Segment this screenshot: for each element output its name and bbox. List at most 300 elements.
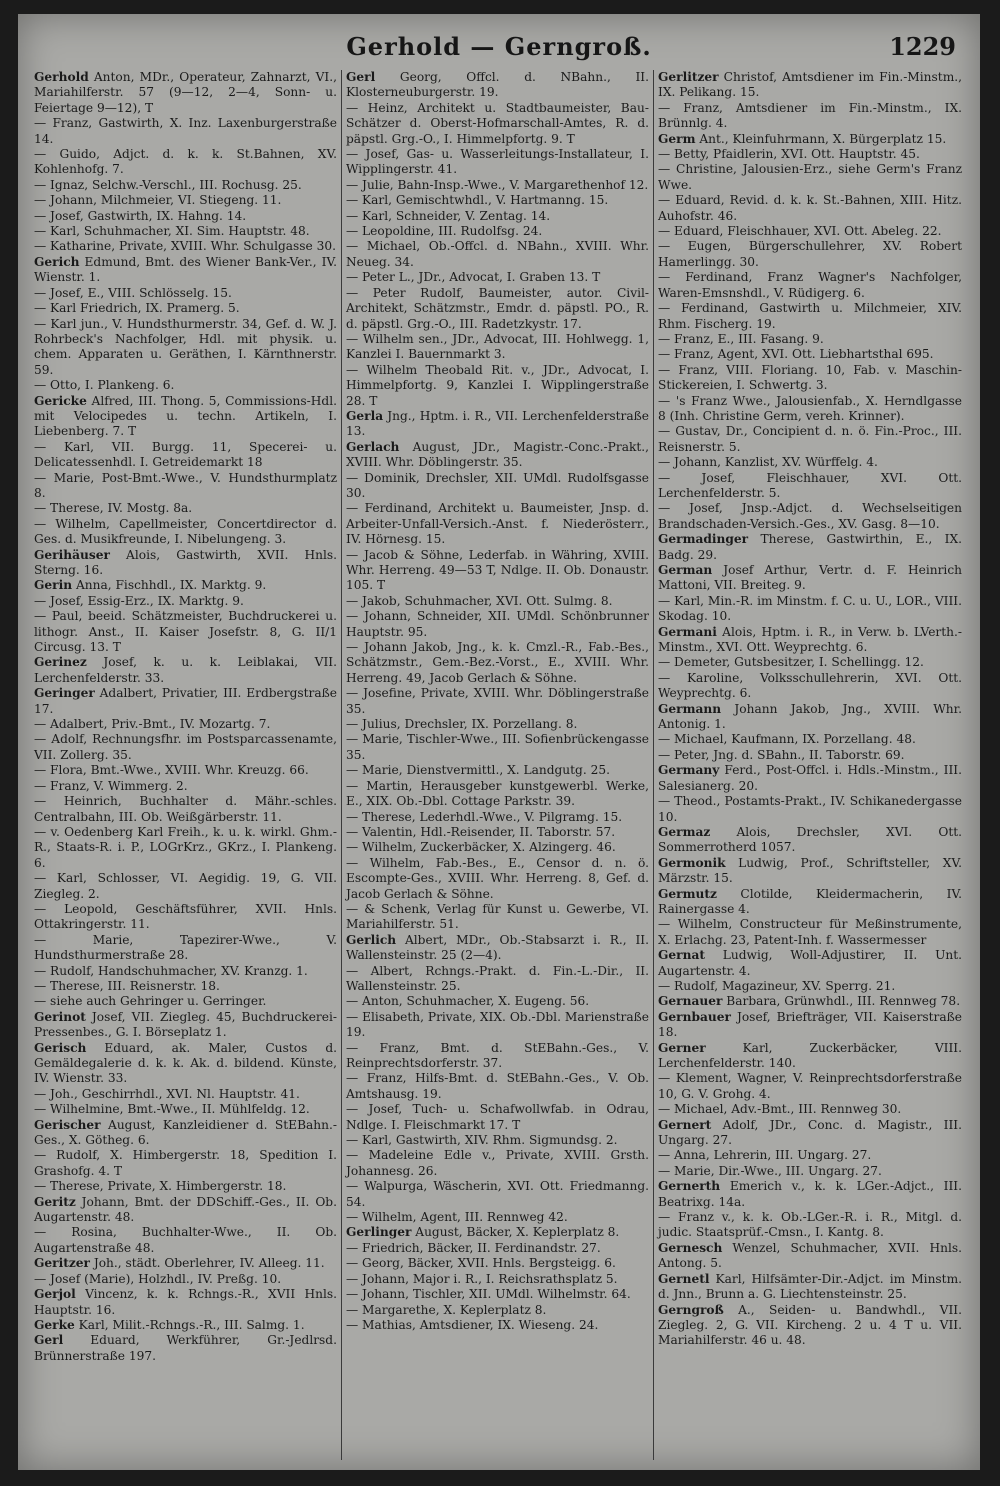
directory-entry xyxy=(34,193,337,208)
entry-surname: Gernerth xyxy=(658,1179,721,1194)
directory-entry xyxy=(346,1133,649,1148)
entry-details: — Rudolf, X. Himbergerstr. 18, Spedition I. Grashofg. 4. T xyxy=(34,1148,337,1178)
entry-details: Josef, k. u. k. Leiblakai, VII. Lerchenfelderstr. 33. xyxy=(34,655,337,685)
directory-entry xyxy=(34,317,337,379)
directory-entry xyxy=(34,501,337,516)
directory-entry xyxy=(34,779,337,794)
entry-details: — Martin, Herausgeber kunstgewerbl. Werke, E., XIX. Ob.-Dbl. Cottage Parkstr. 39. xyxy=(346,778,649,809)
entry-surname: Gerlich xyxy=(346,932,397,947)
directory-entry xyxy=(346,763,649,778)
entry-details: — Klement, Wagner, V. Reinprechtsdorferstraße 10, G. V. Grohg. 4. xyxy=(658,1071,962,1101)
entry-details: — Marie, Post-Bmt.-Wwe., V. Hundsthurmplatz 8. xyxy=(34,470,337,500)
directory-entry xyxy=(34,686,337,717)
entry-details: — Rosina, Buchhalter-Wwe., II. Ob. Augartenstraße 48. xyxy=(34,1225,337,1255)
directory-entry xyxy=(658,825,962,856)
entry-details: — Franz, Bmt. d. StEBahn.-Ges., V. Reinprechtsdorferstr. 37. xyxy=(346,1040,649,1070)
entry-details: Alois, Drechsler, XVI. Ott. Sommerrotherd 1057. xyxy=(658,824,962,855)
directory-entry xyxy=(346,856,649,902)
directory-entry xyxy=(658,979,962,994)
directory-entry xyxy=(658,563,962,594)
directory-entry xyxy=(346,1241,649,1256)
running-head: Gerhold — Gerngroß. xyxy=(346,32,652,61)
directory-entry xyxy=(34,1179,337,1194)
entry-details: — Franz v., k. k. Ob.-LGer.-R. i. R., Mitgl. d. judic. Staatsprüf.-Cmsn., I. Kantg. 8. xyxy=(658,1210,962,1240)
entry-details: August, JDr., Magistr.-Conc.-Prakt., XVIII. Whr. Döblingerstr. 35. xyxy=(346,439,649,470)
entry-details: Anna, Fischhdl., IX. Marktg. 9. xyxy=(72,578,267,593)
entry-details: — Wilhelm, Agent, III. Rennweg 42. xyxy=(346,1210,568,1225)
directory-entry xyxy=(658,887,962,918)
entry-details: — Eduard, Revid. d. k. k. St.-Bahnen, XIII. Hitz. Auhofstr. 46. xyxy=(658,193,962,223)
directory-entry xyxy=(658,671,962,702)
entry-details: Josef, Briefträger, VII. Kaiserstraße 18. xyxy=(658,1009,962,1040)
directory-entry xyxy=(658,763,962,794)
entry-surname: Germadinger xyxy=(658,532,749,547)
entry-details: — Franz, Amtsdiener im Fin.-Minstm., IX. Brünnlg. 4. xyxy=(658,100,962,131)
entry-surname: Germonik xyxy=(658,855,726,870)
entry-surname: Germani xyxy=(658,624,717,639)
directory-entry xyxy=(658,1303,962,1349)
entry-details: Ant., Kleinfuhrmann, X. Bürgerplatz 15. xyxy=(695,131,947,146)
page-number: 1229 xyxy=(889,32,956,61)
entry-details: Karl, Zuckerbäcker, VIII. Lerchenfelderstr. 140. xyxy=(658,1040,962,1070)
directory-entry xyxy=(346,994,649,1009)
directory-entry xyxy=(346,1272,649,1287)
entry-details: — Therese, Private, X. Himbergerstr. 18. xyxy=(34,1179,287,1194)
entry-details: — Jakob, Schuhmacher, XVI. Ott. Sulmg. 8. xyxy=(346,593,613,608)
directory-entry xyxy=(658,794,962,825)
directory-entry xyxy=(658,1102,962,1117)
page-header xyxy=(18,32,980,68)
entry-details: — Demeter, Gutsbesitzer, I. Schellingg. 12. xyxy=(658,655,924,670)
directory-entry xyxy=(34,655,337,686)
column-1 xyxy=(30,70,342,1460)
directory-entry xyxy=(658,162,962,193)
directory-entry xyxy=(658,501,962,532)
directory-entry xyxy=(346,193,649,208)
entry-details: — Peter Rudolf, Baumeister, autor. Civil-Architekt, Schätzmstr., Emdr. d. päpstl. PO., R. d. päpstl. Grg.-O., III. Radetzkystr. 17. xyxy=(346,285,649,331)
directory-entry xyxy=(34,763,337,778)
entry-details: — Karl Friedrich, IX. Pramerg. 5. xyxy=(34,301,240,316)
entry-details: — Johann, Major i. R., I. Reichsrathsplatz 5. xyxy=(346,1271,618,1286)
directory-entry xyxy=(34,255,337,286)
entry-surname: Germaz xyxy=(658,824,711,839)
entry-surname: Gerihäuser xyxy=(34,547,110,562)
entry-surname: Gerl xyxy=(34,1333,64,1348)
entry-details: — Johann, Tischler, XII. UMdl. Wilhelmstr. 64. xyxy=(346,1287,631,1302)
directory-entry xyxy=(658,193,962,224)
entry-details: Anton, MDr., Operateur, Zahnarzt, VI., Mariahilferstr. 57 (9—12, 2—4, Sonn- u. Feiertage 9—12), T xyxy=(34,70,337,115)
entry-details: Albert, MDr., Ob.-Stabsarzt i. R., II. Wallensteinstr. 25 (2—4). xyxy=(346,932,649,963)
directory-entry xyxy=(658,1210,962,1241)
directory-entry xyxy=(34,825,337,871)
entry-details: — Karl, Schlosser, VI. Aegidig. 19, G. VII. Ziegleg. 2. xyxy=(34,871,337,901)
entry-details: — Ferdinand, Franz Wagner's Nachfolger, Waren-Emsnshdl., V. Rüdigerg. 6. xyxy=(658,270,962,300)
directory-entry xyxy=(34,301,337,316)
directory-columns xyxy=(30,70,968,1460)
entry-surname: Gerlach xyxy=(346,439,400,454)
directory-entry xyxy=(34,594,337,609)
directory-entry xyxy=(34,933,337,964)
entry-details: — Josef, Fleischhauer, XVI. Ott. Lerchenfelderstr. 5. xyxy=(658,470,962,500)
directory-page xyxy=(18,14,980,1470)
directory-entry xyxy=(34,178,337,193)
entry-details: — Franz, V. Wimmerg. 2. xyxy=(34,778,188,793)
directory-entry xyxy=(658,655,962,670)
entry-details: Adolf, JDr., Conc. d. Magistr., III. Ungarg. 27. xyxy=(658,1117,962,1148)
directory-entry xyxy=(34,286,337,301)
directory-entry xyxy=(346,1318,649,1333)
directory-entry xyxy=(34,116,337,147)
directory-entry xyxy=(34,517,337,548)
directory-entry xyxy=(34,794,337,825)
entry-surname: German xyxy=(658,563,713,577)
directory-entry xyxy=(658,532,962,563)
directory-entry xyxy=(346,363,649,409)
entry-details: Vincenz, k. k. Rchngs.-R., XVII Hnls. Hauptstr. 16. xyxy=(34,1287,337,1317)
entry-surname: Gerngroß xyxy=(658,1302,724,1317)
entry-details: Alois, Gastwirth, XVII. Hnls. Sterng. 16. xyxy=(34,547,337,577)
entry-details: — Ignaz, Selchw.-Verschl., III. Rochusg. 25. xyxy=(34,177,302,192)
entry-details: Edmund, Bmt. des Wiener Bank-Ver., IV. Wienstr. 1. xyxy=(34,254,337,285)
entry-details: — Otto, I. Plankeng. 6. xyxy=(34,378,175,393)
entry-details: — Therese, III. Reisnerstr. 18. xyxy=(34,978,220,993)
directory-entry xyxy=(658,239,962,270)
directory-entry xyxy=(658,224,962,239)
entry-details: — Flora, Bmt.-Wwe., XVIII. Whr. Kreuzg. 66. xyxy=(34,763,309,778)
directory-entry xyxy=(34,239,337,254)
directory-entry xyxy=(658,394,962,425)
entry-details: — Madeleine Edle v., Private, XVIII. Grsth. Johannesg. 26. xyxy=(346,1148,649,1178)
entry-details: — Josef (Marie), Holzhdl., IV. Preßg. 10. xyxy=(34,1271,282,1286)
entry-details: — Karl, Gastwirth, XIV. Rhm. Sigmundsg. 2. xyxy=(346,1133,618,1148)
entry-surname: Germutz xyxy=(658,886,717,901)
directory-entry xyxy=(346,270,649,285)
directory-entry xyxy=(34,378,337,393)
entry-details: — Johann, Kanzlist, XV. Würffelg. 4. xyxy=(658,455,878,470)
directory-entry xyxy=(346,779,649,810)
entry-details: — Wilhelmine, Bmt.-Wwe., II. Mühlfeldg. 12. xyxy=(34,1102,310,1117)
directory-entry xyxy=(658,1272,962,1303)
entry-details: Alfred, III. Thong. 5, Commissions-Hdl. mit Velocipedes u. techn. Artikeln, I. Liebenberg. 7. T xyxy=(34,393,337,439)
entry-details: Karl, Milit.-Rchngs.-R., III. Salmg. 1. xyxy=(74,1317,305,1332)
entry-surname: Gerhold xyxy=(34,70,89,84)
entry-details: Jng., Hptm. i. R., VII. Lerchenfelderstraße 13. xyxy=(346,408,649,439)
entry-details: — Eduard, Fleischhauer, XVI. Ott. Abeleg. 22. xyxy=(658,224,942,239)
entry-details: — Wilhelm, Fab.-Bes., E., Censor d. n. ö. Escompte-Ges., XVIII. Whr. Herreng. 8, Gef. d. Jacob Gerlach & Söhne. xyxy=(346,855,649,901)
directory-entry xyxy=(34,1118,337,1149)
entry-details: — Josef, Jnsp.-Adjct. d. Wechselseitigen Brandschaden-Versich.-Ges., XV. Gasg. 8—10. xyxy=(658,501,962,531)
directory-entry xyxy=(34,209,337,224)
entry-details: — Johann, Milchmeier, VI. Stiegeng. 11. xyxy=(34,193,282,208)
entry-details: August, Kanzleidiener d. StEBahn.-Ges., X. Götheg. 6. xyxy=(34,1117,337,1148)
directory-entry xyxy=(346,1287,649,1302)
directory-entry xyxy=(658,363,962,394)
directory-entry xyxy=(346,471,649,502)
directory-entry xyxy=(658,1148,962,1163)
directory-entry xyxy=(346,594,649,609)
directory-entry xyxy=(658,625,962,656)
entry-details: — Karl, Schuhmacher, XI. Sim. Hauptstr. 48. xyxy=(34,224,310,239)
directory-entry xyxy=(658,702,962,733)
entry-details: Eduard, ak. Maler, Custos d. Gemäldegalerie d. k. k. Ak. d. bildend. Künste, IV. Wienstr. 33. xyxy=(34,1040,337,1086)
entry-details: — Josef, Essig-Erz., IX. Marktg. 9. xyxy=(34,593,244,608)
directory-entry xyxy=(346,440,649,471)
entry-details: Therese, Gastwirthin, E., IX. Badg. 29. xyxy=(658,532,962,562)
directory-entry xyxy=(346,178,649,193)
entry-details: — Jacob & Söhne, Lederfab. in Währing, XVIII. Whr. Herreng. 49—53 T, Ndlge. II. Ob. Donaustr. 105. T xyxy=(346,547,649,593)
entry-details: Josef Arthur, Vertr. d. F. Heinrich Mattoni, VII. Breiteg. 9. xyxy=(658,563,962,593)
entry-details: — Franz, E., III. Fasang. 9. xyxy=(658,331,824,346)
directory-entry xyxy=(34,440,337,471)
entry-details: — Julius, Drechsler, IX. Porzellang. 8. xyxy=(346,717,578,732)
directory-entry xyxy=(658,101,962,132)
entry-details: — Christine, Jalousien-Erz., siehe Germ's Franz Wwe. xyxy=(658,162,962,192)
entry-details: — siehe auch Gehringer u. Gerringer. xyxy=(34,994,267,1009)
entry-details: — Therese, IV. Mostg. 8a. xyxy=(34,501,193,516)
directory-entry xyxy=(658,917,962,948)
directory-entry xyxy=(34,70,337,116)
entry-surname: Gericke xyxy=(34,393,87,408)
directory-entry xyxy=(346,101,649,147)
directory-entry xyxy=(346,686,649,717)
entry-surname: Gerisch xyxy=(34,1040,87,1055)
entry-surname: Gernauer xyxy=(658,994,723,1009)
entry-surname: Gerl xyxy=(346,70,376,84)
entry-details: — Josef, E., VIII. Schlösselg. 15. xyxy=(34,285,232,300)
entry-details: — Josef, Gastwirth, IX. Hahng. 14. xyxy=(34,208,247,223)
entry-surname: Gerin xyxy=(34,578,73,593)
entry-details: — Georg, Bäcker, XVII. Hnls. Bergsteigg. 6. xyxy=(346,1256,616,1271)
directory-entry xyxy=(658,132,962,147)
column-3 xyxy=(654,70,966,1460)
directory-entry xyxy=(34,548,337,579)
directory-entry xyxy=(34,979,337,994)
entry-surname: Gerinez xyxy=(34,655,87,670)
entry-surname: Germann xyxy=(658,701,722,716)
entry-details: — Karl jun., V. Hundsthurmerstr. 34, Gef. d. W. J. Rohrbeck's Nachfolger, Hdl. mit physik. u. chem. Apparaten u. Geräthen, I. Kärnthnerstr. 59. xyxy=(34,316,337,377)
entry-details: — Karoline, Volksschullehrerin, XVI. Ott. Weyprechtg. 6. xyxy=(658,670,962,701)
entry-surname: Gernetl xyxy=(658,1271,710,1286)
entry-details: — Albert, Rchngs.-Prakt. d. Fin.-L.-Dir., II. Wallensteinstr. 25. xyxy=(346,963,649,993)
entry-surname: Gerke xyxy=(34,1317,75,1332)
entry-details: Georg, Offcl. d. NBahn., II. Klosterneuburgerstr. 19. xyxy=(346,70,649,100)
directory-entry xyxy=(346,1256,649,1271)
directory-entry xyxy=(346,964,649,995)
entry-surname: Germ xyxy=(658,131,696,146)
entry-surname: Gerlitzer xyxy=(658,70,719,84)
entry-details: — Guido, Adjct. d. k. k. St.Bahnen, XV. Kohlenhofg. 7. xyxy=(34,147,337,177)
directory-entry xyxy=(658,856,962,887)
directory-entry xyxy=(346,933,649,964)
directory-entry xyxy=(34,1287,337,1318)
entry-details: — Marie, Dienstvermittl., X. Landgutg. 25. xyxy=(346,763,610,778)
entry-details: Johann Jakob, Jng., XVIII. Whr. Antonig. 1. xyxy=(658,701,962,732)
entry-details: — Karl, Gemischtwhdl., V. Hartmanng. 15. xyxy=(346,193,609,208)
directory-entry xyxy=(34,471,337,502)
directory-entry xyxy=(658,301,962,332)
entry-details: — Marie, Tapezirer-Wwe., V. Hundsthurmerstraße 28. xyxy=(34,932,337,963)
entry-details: — Walpurga, Wäscherin, XVI. Ott. Friedmanng. 54. xyxy=(346,1179,649,1209)
entry-details: — Franz, Gastwirth, X. Inz. Laxenburgerstraße 14. xyxy=(34,116,337,146)
directory-entry xyxy=(346,332,649,363)
directory-entry xyxy=(658,994,962,1009)
entry-details: Clotilde, Kleidermacherin, IV. Rainergasse 4. xyxy=(658,886,962,916)
directory-entry xyxy=(346,810,649,825)
entry-details: — Paul, beeid. Schätzmeister, Buchdruckerei u. lithogr. Anst., II. Kaiser Josefstr. 8, G. II/1 Circusg. 13. T xyxy=(34,609,337,655)
directory-entry xyxy=(346,717,649,732)
directory-entry xyxy=(346,640,649,686)
entry-details: — 's Franz Wwe., Jalousienfab., X. Herndlgasse 8 (Inh. Christine Germ, vereh. Krinner). xyxy=(658,393,962,423)
entry-details: — Valentin, Hdl.-Reisender, II. Taborstr. 57. xyxy=(346,824,616,839)
entry-details: — & Schenk, Verlag für Kunst u. Gewerbe, VI. Mariahilferstr. 51. xyxy=(346,901,649,932)
directory-entry xyxy=(346,147,649,178)
directory-entry xyxy=(658,270,962,301)
directory-entry xyxy=(34,609,337,655)
directory-entry xyxy=(346,840,649,855)
entry-details: Ludwig, Woll-Adjustirer, II. Unt. Augartenstr. 4. xyxy=(658,948,962,978)
directory-entry xyxy=(658,732,962,747)
directory-entry xyxy=(346,1071,649,1102)
entry-details: — Peter L., JDr., Advocat, I. Graben 13. T xyxy=(346,270,601,285)
entry-details: Adalbert, Privatier, III. Erdbergstraße 17. xyxy=(34,686,337,716)
directory-entry xyxy=(34,1087,337,1102)
directory-entry xyxy=(658,748,962,763)
directory-entry xyxy=(346,239,649,270)
directory-entry xyxy=(658,1041,962,1072)
entry-details: — Dominik, Drechsler, XII. UMdl. Rudolfsgasse 30. xyxy=(346,470,649,500)
entry-details: — Marie, Dir.-Wwe., III. Ungarg. 27. xyxy=(658,1163,882,1178)
entry-surname: Gerischer xyxy=(34,1117,101,1132)
entry-details: — Heinrich, Buchhalter d. Mähr.-schles. Centralbahn, III. Ob. Weißgärberstr. 11. xyxy=(34,794,337,824)
directory-entry xyxy=(34,871,337,902)
entry-details: — Theod., Postamts-Prakt., IV. Schikanedergasse 10. xyxy=(658,794,962,824)
entry-details: — Adalbert, Priv.-Bmt., IV. Mozartg. 7. xyxy=(34,717,271,732)
entry-details: — Michael, Ob.-Offcl. d. NBahn., XVIII. Whr. Neueg. 34. xyxy=(346,239,649,269)
directory-entry xyxy=(346,70,649,101)
directory-entry xyxy=(34,224,337,239)
entry-details: — Katharine, Private, XVIII. Whr. Schulgasse 30. xyxy=(34,239,337,254)
entry-surname: Gernat xyxy=(658,948,705,963)
entry-details: — Therese, Lederhdl.-Wwe., V. Pilgramg. 15. xyxy=(346,809,623,824)
entry-surname: Gerla xyxy=(346,408,384,423)
directory-entry xyxy=(346,501,649,547)
entry-details: A., Seiden- u. Bandwhdl., VII. Ziegleg. 2, G. VII. Kircheng. 2 u. 4 T u. VII. Mariahilferstr. 46 u. 48. xyxy=(658,1302,962,1348)
directory-entry xyxy=(346,209,649,224)
entry-details: — Ferdinand, Gastwirth u. Milchmeier, XIV. Rhm. Fischerg. 19. xyxy=(658,301,962,331)
directory-entry xyxy=(34,394,337,440)
entry-surname: Gerner xyxy=(658,1040,706,1055)
directory-entry xyxy=(658,347,962,362)
directory-entry xyxy=(658,1179,962,1210)
entry-details: Emerich v., k. k. LGer.-Adjct., III. Beatrixg. 14a. xyxy=(658,1179,962,1209)
entry-details: Alois, Hptm. i. R., in Verw. b. LVerth.-Minstm., XVI. Ott. Weyprechtg. 6. xyxy=(658,624,962,655)
entry-details: — v. Oedenberg Karl Freih., k. u. k. wirkl. Ghm.-R., Staats-R. i. P., LOGrKrz., GKrz., I. Plankeng. 6. xyxy=(34,824,337,870)
entry-details: — Ferdinand, Architekt u. Baumeister, Jnsp. d. Arbeiter-Unfall-Versich.-Anst. f. Niederösterr., IV. Hörnesg. 15. xyxy=(346,501,649,547)
entry-surname: Gerich xyxy=(34,254,80,269)
entry-details: — Leopold, Geschäftsführer, XVII. Hnls. Ottakringerstr. 11. xyxy=(34,901,337,932)
directory-entry xyxy=(34,717,337,732)
directory-entry xyxy=(658,332,962,347)
entry-details: — Karl, Schneider, V. Zentag. 14. xyxy=(346,208,551,223)
entry-details: — Betty, Pfaidlerin, XVI. Ott. Hauptstr. 45. xyxy=(658,147,920,162)
entry-details: — Karl, Min.-R. im Minstm. f. C. u. U., LOR., VIII. Skodag. 10. xyxy=(658,593,962,624)
directory-entry xyxy=(34,732,337,763)
directory-entry xyxy=(346,1179,649,1210)
directory-entry xyxy=(658,948,962,979)
entry-details: — Peter, Jng. d. SBahn., II. Taborstr. 69. xyxy=(658,747,905,762)
entry-surname: Geritz xyxy=(34,1194,76,1209)
directory-entry xyxy=(658,1010,962,1041)
entry-details: — Eugen, Bürgerschullehrer, XV. Robert Hamerlingg. 30. xyxy=(658,239,962,269)
entry-details: — Franz, Agent, XVI. Ott. Liebhartsthal 695. xyxy=(658,347,934,362)
directory-entry xyxy=(34,994,337,1009)
entry-details: — Adolf, Rechnungsfhr. im Postsparcassenamte, VII. Zollerg. 35. xyxy=(34,732,337,762)
entry-details: Josef, VII. Ziegleg. 45, Buchdruckerei-Pressenbes., G. I. Börseplatz 1. xyxy=(34,1009,337,1040)
directory-entry xyxy=(658,1241,962,1272)
directory-entry xyxy=(658,70,962,101)
directory-entry xyxy=(34,1102,337,1117)
entry-details: — Julie, Bahn-Insp.-Wwe., V. Margarethenhof 12. xyxy=(346,177,649,192)
directory-entry xyxy=(346,548,649,594)
directory-entry xyxy=(346,286,649,332)
entry-surname: Gernesch xyxy=(658,1240,723,1255)
directory-entry xyxy=(346,1148,649,1179)
directory-entry xyxy=(34,1272,337,1287)
entry-details: — Wilhelm Theobald Rit. v., JDr., Advocat, I. Himmelpfortg. 9, Kanzlei I. Wipplingerstraße 28. T xyxy=(346,362,649,408)
directory-entry xyxy=(34,578,337,593)
entry-details: — Gustav, Dr., Concipient d. n. ö. Fin.-Proc., III. Reisnerstr. 5. xyxy=(658,424,962,454)
directory-entry xyxy=(34,1041,337,1087)
directory-entry xyxy=(346,902,649,933)
entry-details: — Marie, Tischler-Wwe., III. Sofienbrückengasse 35. xyxy=(346,732,649,762)
directory-entry xyxy=(658,424,962,455)
entry-details: — Margarethe, X. Keplerplatz 8. xyxy=(346,1302,547,1317)
directory-entry xyxy=(346,732,649,763)
directory-entry xyxy=(346,825,649,840)
entry-details: — Wilhelm, Zuckerbäcker, X. Alzingerg. 46. xyxy=(346,840,616,855)
directory-entry xyxy=(346,224,649,239)
entry-details: — Michael, Kaufmann, IX. Porzellang. 48. xyxy=(658,732,916,747)
entry-details: — Anna, Lehrerin, III. Ungarg. 27. xyxy=(658,1148,872,1163)
entry-details: Joh., städt. Oberlehrer, IV. Alleeg. 11. xyxy=(89,1256,325,1271)
entry-details: Barbara, Grünwhdl., III. Rennweg 78. xyxy=(722,994,961,1009)
directory-entry xyxy=(658,1118,962,1149)
entry-details: — Mathias, Amtsdiener, IX. Wieseng. 24. xyxy=(346,1317,599,1332)
entry-details: August, Bäcker, X. Keplerplatz 8. xyxy=(411,1225,620,1240)
entry-details: — Wilhelm, Constructeur für Meßinstrumente, X. Erlachg. 23, Patent-Inh. f. Wassermesser xyxy=(658,917,962,947)
entry-details: — Michael, Adv.-Bmt., III. Rennweg 30. xyxy=(658,1102,902,1117)
entry-surname: Germany xyxy=(658,763,720,778)
directory-entry xyxy=(34,1010,337,1041)
directory-entry xyxy=(346,1303,649,1318)
entry-details: — Johann Jakob, Jng., k. k. Cmzl.-R., Fab.-Bes., Schätzmstr., Gem.-Bez.-Vorst., E., XVIII. Whr. Herreng. 49, Jacob Gerlach & Söhne. xyxy=(346,640,649,685)
entry-details: — Franz, Hilfs-Bmt. d. StEBahn.-Ges., V. Ob. Amtshausg. 19. xyxy=(346,1071,649,1101)
entry-details: — Rudolf, Magazineur, XV. Sperrg. 21. xyxy=(658,978,896,993)
entry-details: Ferd., Post-Offcl. i. Hdls.-Minstm., III. Salesianerg. 20. xyxy=(658,763,962,793)
entry-details: — Wilhelm sen., JDr., Advocat, III. Hohlwegg. 1, Kanzlei I. Bauernmarkt 3. xyxy=(346,331,649,362)
directory-entry xyxy=(34,964,337,979)
directory-entry xyxy=(346,409,649,440)
entry-details: — Josefine, Private, XVIII. Whr. Döblingerstraße 35. xyxy=(346,686,649,716)
entry-details: Eduard, Werkführer, Gr.-Jedlrsd. Brünnerstraße 197. xyxy=(34,1333,337,1363)
entry-details: — Joh., Geschirrhdl., XVI. Nl. Hauptstr. 41. xyxy=(34,1086,300,1101)
entry-details: — Rudolf, Handschuhmacher, XV. Kranzg. 1. xyxy=(34,963,308,978)
directory-entry xyxy=(658,1164,962,1179)
entry-details: Wenzel, Schuhmacher, XVII. Hnls. Antong. 5. xyxy=(658,1240,962,1271)
entry-surname: Gernbauer xyxy=(658,1009,731,1024)
entry-details: — Johann, Schneider, XII. UMdl. Schönbrunner Hauptstr. 95. xyxy=(346,609,649,639)
directory-entry xyxy=(658,455,962,470)
